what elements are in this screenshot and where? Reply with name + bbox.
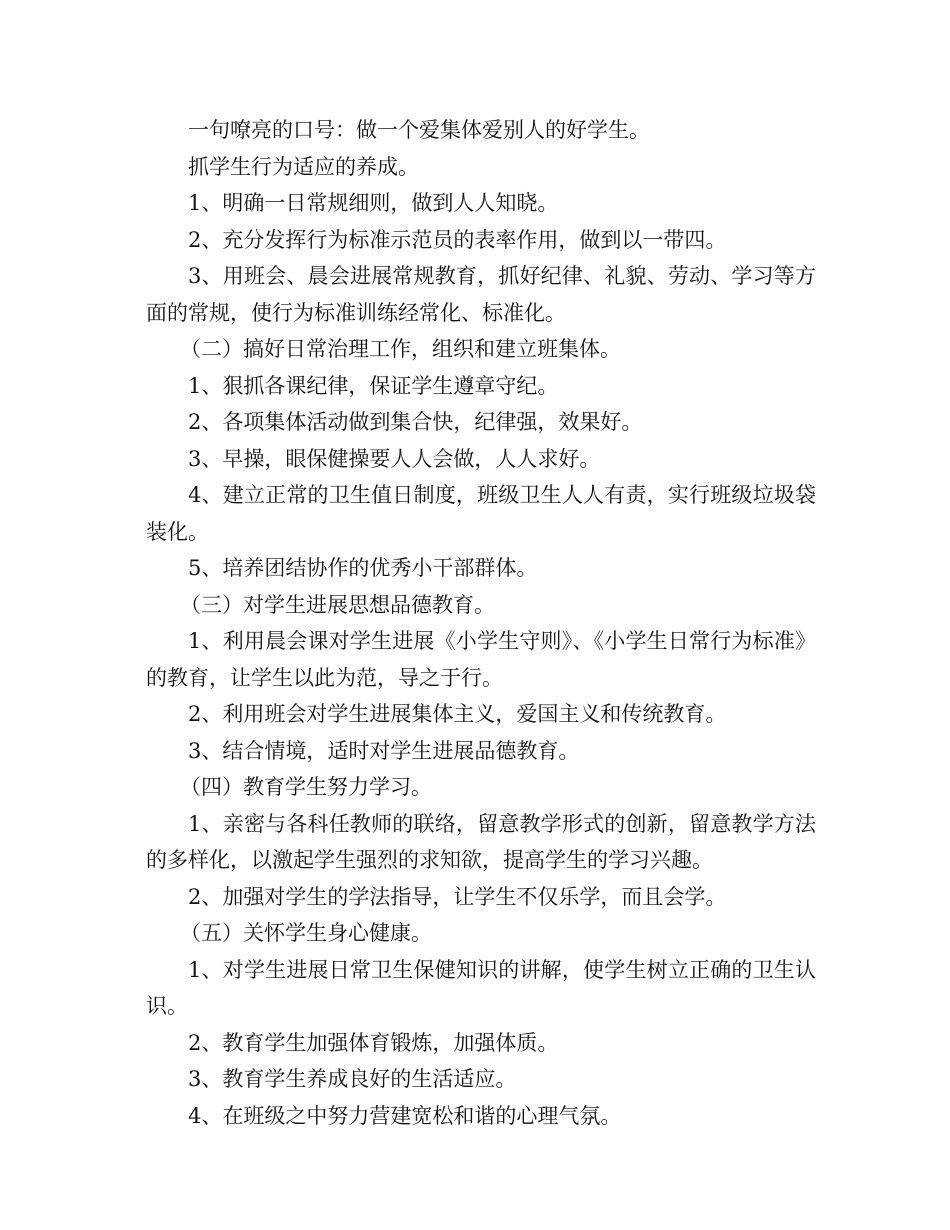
list-item: 5、培养团结协作的优秀小干部群体。 bbox=[188, 556, 538, 580]
list-item: 3、用班会、晨会进展常规教育，抓好纪律、礼貌、劳动、学习等方面的常规，使行为标准训练经常化、标准化。 bbox=[146, 264, 816, 325]
list-item: 4、建立正常的卫生值日制度，班级卫生人人有责，实行班级垃圾袋装化。 bbox=[146, 483, 816, 544]
list-item: 4、在班级之中努力营建宽松和谐的心理气氛。 bbox=[188, 1103, 622, 1128]
list-item: 2、加强对学生的学法指导，让学生不仅乐学，而且会学。 bbox=[188, 884, 727, 909]
habit-intro-paragraph: 抓学生行为适应的养成。 bbox=[188, 154, 419, 179]
list-item: 1、利用晨会课对学生进展《小学生守则》、《小学生日常行为标准》的教育，让学生以此为范，导之于行。 bbox=[146, 629, 816, 690]
list-item: 3、结合情境，适时对学生进展品德教育。 bbox=[188, 738, 580, 763]
list-item: 3、教育学生养成良好的生活适应。 bbox=[188, 1067, 517, 1091]
list-item: 1、狠抓各课纪律，保证学生遵章守纪。 bbox=[188, 373, 559, 398]
list-item: 2、利用班会对学生进展集体主义，爱国主义和传统教育。 bbox=[188, 702, 727, 726]
list-item: 1、亲密与各科任教师的联络，留意教学形式的创新，留意教学方法的多样化，以激起学生强烈的求知欲，提高学生的学习兴趣。 bbox=[146, 811, 816, 872]
section-heading-2: （二）搞好日常治理工作，组织和建立班集体。 bbox=[180, 337, 621, 361]
list-item: 3、早操，眼保健操要人人会做，人人求好。 bbox=[188, 446, 601, 471]
list-item: 1、明确一日常规细则，做到人人知晓。 bbox=[188, 191, 559, 215]
section-heading-5: （五）关怀学生身心健康。 bbox=[180, 921, 432, 945]
list-item: 2、教育学生加强体育锻炼，加强体质。 bbox=[188, 1030, 559, 1055]
section-heading-3: （三）对学生进展思想品德教育。 bbox=[180, 592, 495, 617]
slogan-paragraph: 一句嘹亮的口号：做一个爱集体爱别人的好学生。 bbox=[188, 118, 650, 142]
list-item: 2、充分发挥行为标准示范员的表率作用，做到以一带四。 bbox=[188, 227, 727, 252]
document-body bbox=[146, 112, 816, 1134]
section-heading-4: （四）教育学生努力学习。 bbox=[180, 775, 432, 799]
list-item: 2、各项集体活动做到集合快，纪律强，效果好。 bbox=[188, 410, 643, 434]
list-item: 1、对学生进展日常卫生保健知识的讲解，使学生树立正确的卫生认识。 bbox=[146, 957, 816, 1018]
